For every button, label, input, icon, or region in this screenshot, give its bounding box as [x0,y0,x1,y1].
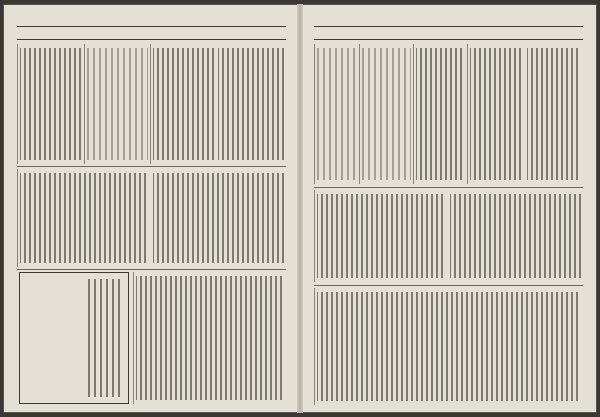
right-top-column-3 [413,44,467,184]
newspaper-spread [3,4,597,413]
left-top-column-2 [150,44,216,164]
left-section-divider-2 [17,269,286,270]
right-bottom-column [314,288,583,405]
left-bottom-column [133,272,286,404]
right-middle-column-1 [448,190,583,282]
right-top-column-1 [525,44,583,184]
right-section-divider-2 [314,285,583,286]
left-masthead [17,26,286,40]
left-top-column-4 [17,44,84,164]
right-top-column-2 [467,44,525,184]
right-top-column-5 [314,44,359,184]
ad-body-text [86,279,124,397]
left-section-divider [17,166,286,167]
left-top-columns [17,44,286,164]
advertisement-box [19,272,129,404]
right-top-columns [314,44,583,184]
ad-company-name [26,281,56,397]
left-middle-column-2 [17,169,151,267]
right-section-divider [314,187,583,188]
left-top-column-1 [216,44,286,164]
right-top-column-4 [359,44,413,184]
left-top-column-3 [84,44,150,164]
right-middle-column-2 [314,190,448,282]
right-page [300,4,597,413]
left-middle-column-1 [151,169,286,267]
right-middle-columns [314,190,583,282]
right-masthead [314,26,583,40]
left-middle-columns [17,169,286,267]
left-page [3,4,300,413]
